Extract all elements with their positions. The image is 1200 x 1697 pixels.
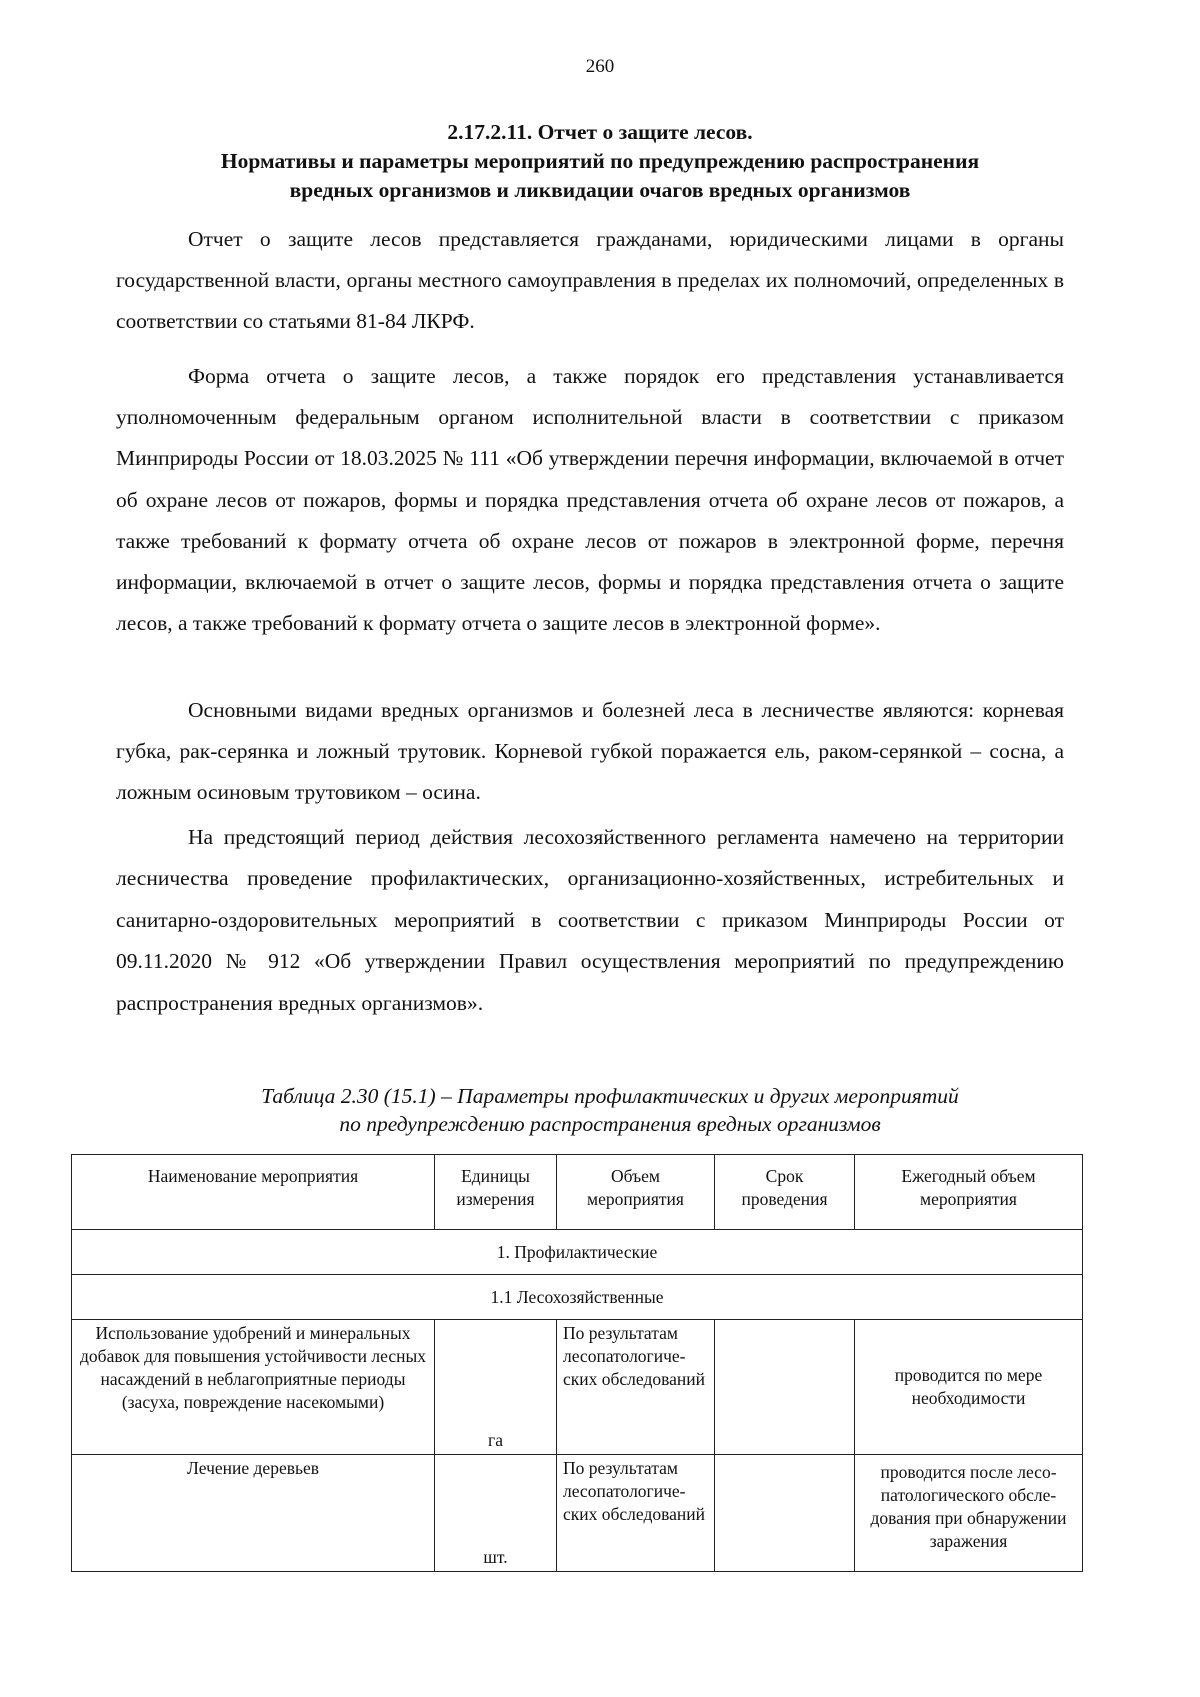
cell-yearly-volume: проводится по мере необходимости xyxy=(855,1320,1083,1455)
page-number: 260 xyxy=(585,56,615,77)
subsection-forestry: 1.1 Лесохозяйственные xyxy=(72,1275,1083,1320)
cell-volume: По результатам лесопатологических обследований xyxy=(557,1455,715,1572)
heading-line-1: 2.17.2.11. Отчет о защите лесов. xyxy=(447,120,753,144)
cell-unit: га xyxy=(435,1320,557,1455)
column-header-name: Наименование мероприятия xyxy=(72,1155,435,1230)
table-caption-line-2: по предупреждению распространения вредных организмов xyxy=(339,1112,881,1136)
column-header-term: Срок проведения xyxy=(715,1155,855,1230)
table-caption xyxy=(150,1082,1070,1138)
column-header-volume: Объем мероприятия xyxy=(557,1155,715,1230)
paragraph-planned-measures: На предстоящий период действия лесохозяйственного регламента намечено на территории лесничества проведение профилактических, организационно-хозяйственных, истребительных и санитарно-оздоровительных мероприятий в соответствии с приказом Минприроды России от 09.11.2020 № 912 «Об утверждении Правил осуществления мероприятий по предупреждению распространения вредных организмов». xyxy=(116,825,1064,1015)
column-header-yearly-volume: Ежегодный объем мероприятия xyxy=(855,1155,1083,1230)
heading-line-2: Нормативы и параметры мероприятий по предупреждению распространения xyxy=(220,149,980,173)
table-section-row xyxy=(72,1275,1083,1320)
table-row xyxy=(72,1455,1083,1572)
measures-table xyxy=(71,1154,1083,1572)
section-preventive: 1. Профилактические xyxy=(72,1230,1083,1275)
cell-term xyxy=(715,1455,855,1572)
cell-measure-name: Использование удобрений и минеральных добавок для повышения устойчивости лесных насаждений в неблагоприятные периоды (засуха, повреждение насекомыми) xyxy=(72,1320,435,1455)
section-heading xyxy=(100,118,1100,205)
paragraph-report-form: Форма отчета о защите лесов, а также порядок его представления устанавливается уполномоченным федеральным органом исполнительной власти в соответствии с приказом Минприроды России от 18.03.2025 № 111 «Об утверждении перечня информации, включаемой в отчет об охране лесов от пожаров, формы и порядка представления отчета об охране лесов от пожаров, а также требований к формату отчета об охране лесов от пожаров в электронной форме, перечня информации, включаемой в отчет о защите лесов, формы и порядка представления отчета о защите лесов, а также требований к формату отчета о защите лесов в электронной форме». xyxy=(116,364,1064,636)
heading-line-3: вредных организмов и ликвидации очагов вредных организмов xyxy=(289,178,911,202)
paragraph-pest-species: Основными видами вредных организмов и болезней леса в лесничестве являются: корневая губка, рак-серянка и ложный трутовик. Корневой губкой поражается ель, раком-серянкой – сосна, а ложным осиновым трутовиком – осина. xyxy=(116,698,1064,805)
cell-measure-name: Лечение деревьев xyxy=(72,1455,435,1572)
table-row xyxy=(72,1320,1083,1455)
cell-term xyxy=(715,1320,855,1455)
cell-unit: шт. xyxy=(435,1455,557,1572)
table-header-row xyxy=(72,1155,1083,1230)
column-header-unit: Единицы измерения xyxy=(435,1155,557,1230)
cell-volume: По результатам лесопатологических обследований xyxy=(557,1320,715,1455)
paragraph-report-submission: Отчет о защите лесов представляется гражданами, юридическими лицами в органы государственной власти, органы местного самоуправления в пределах их полномочий, определенных в соответствии со статьями 81-84 ЛКРФ. xyxy=(116,227,1064,334)
cell-yearly-volume: проводится после лесопатологического обследования при обнаружении заражения xyxy=(855,1455,1083,1572)
table-caption-line-1: Таблица 2.30 (15.1) – Параметры профилактических и других мероприятий xyxy=(261,1084,959,1108)
table-section-row xyxy=(72,1230,1083,1275)
